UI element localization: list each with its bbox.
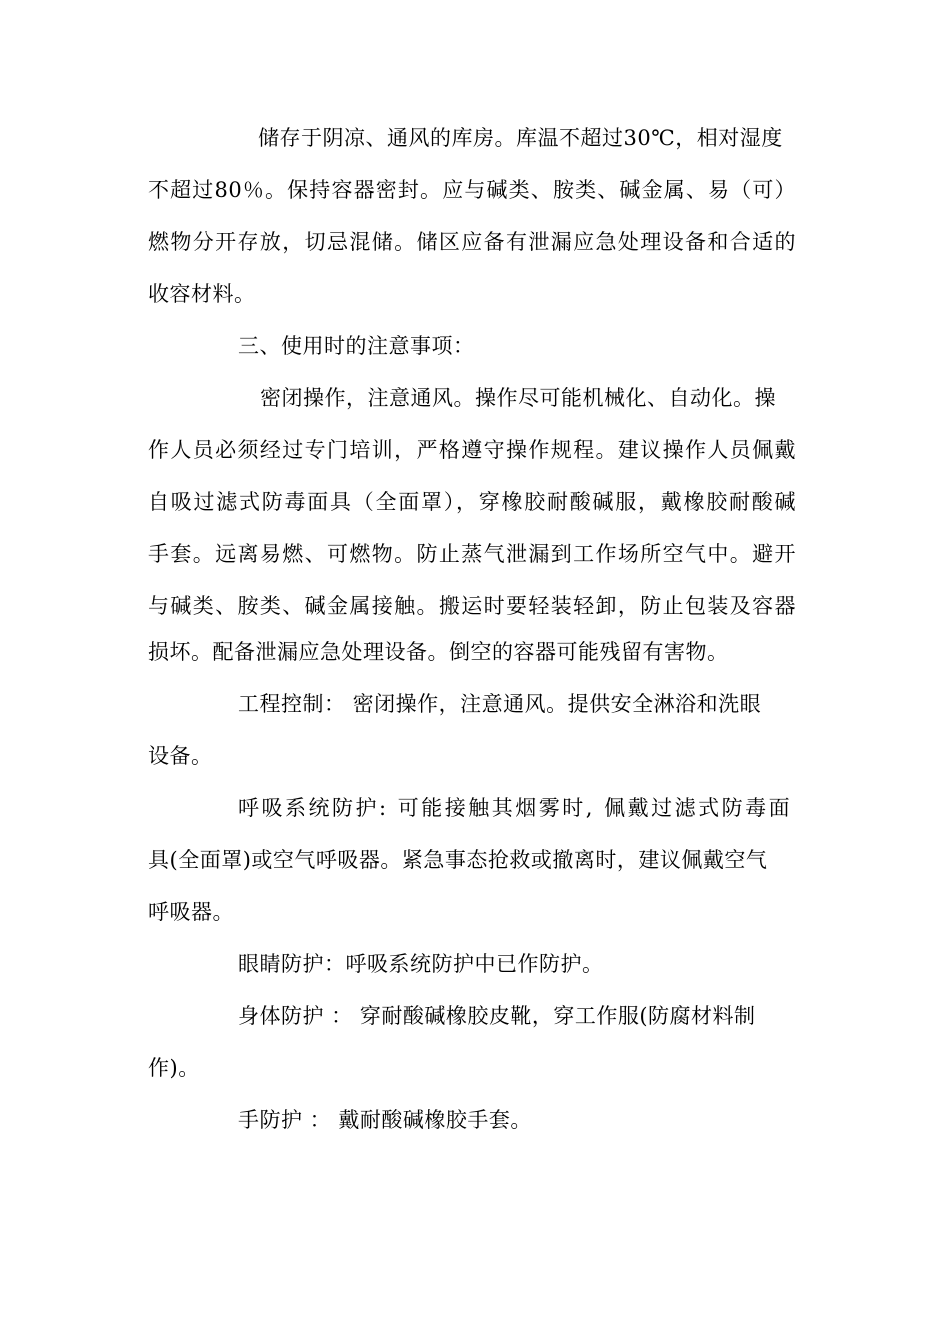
usage-paragraph-line-1: 密闭操作，注意通风。操作尽可能机械化、自动化。操 [260, 386, 776, 410]
body-protection-line-2: 作)。 [148, 1056, 200, 1080]
storage-paragraph-line-2: 不超过80％。保持容器密封。应与碱类、胺类、碱金属、易（可） [148, 178, 796, 202]
respiratory-protection-line-2: 具(全面罩)或空气呼吸器。紧急事态抢救或撤离时，建议佩戴空气 [148, 848, 768, 872]
respiratory-protection-line-3: 呼吸器。 [148, 900, 234, 924]
usage-paragraph-line-4: 手套。远离易燃、可燃物。防止蒸气泄漏到工作场所空气中。避开 [148, 542, 796, 566]
eye-protection-line: 眼睛防护：呼吸系统防护中已作防护。 [238, 952, 604, 976]
usage-paragraph-line-5: 与碱类、胺类、碱金属接触。搬运时要轻装轻卸，防止包装及容器 [148, 594, 796, 618]
body-protection-line-1: 身体防护 ： 穿耐酸碱橡胶皮靴，穿工作服(防腐材料制 [238, 1004, 756, 1028]
usage-paragraph-line-6: 损坏。配备泄漏应急处理设备。倒空的容器可能残留有害物。 [148, 640, 729, 664]
usage-paragraph-line-2: 作人员必须经过专门培训，严格遵守操作规程。建议操作人员佩戴 [148, 438, 796, 462]
engineering-control-line-2: 设备。 [148, 744, 213, 768]
section-heading-usage-precautions: 三、使用时的注意事项： [238, 334, 475, 358]
usage-paragraph-line-3: 自吸过滤式防毒面具（全面罩），穿橡胶耐酸碱服，戴橡胶耐酸碱 [148, 490, 796, 514]
hand-protection-line: 手防护 ： 戴耐酸碱橡胶手套。 [238, 1108, 532, 1132]
storage-paragraph-line-3: 燃物分开存放，切忌混储。储区应备有泄漏应急处理设备和合适的 [148, 230, 796, 254]
storage-paragraph-line-4: 收容材料。 [148, 282, 256, 306]
storage-paragraph-line-1: 储存于阴凉、通风的库房。库温不超过30℃，相对湿度 [258, 126, 783, 150]
engineering-control-line-1: 工程控制： 密闭操作，注意通风。提供安全淋浴和洗眼 [238, 692, 762, 716]
respiratory-protection-line-1: 呼吸系统防护: 可能接触其烟雾时, 佩戴过滤式防毒面 [238, 796, 793, 820]
